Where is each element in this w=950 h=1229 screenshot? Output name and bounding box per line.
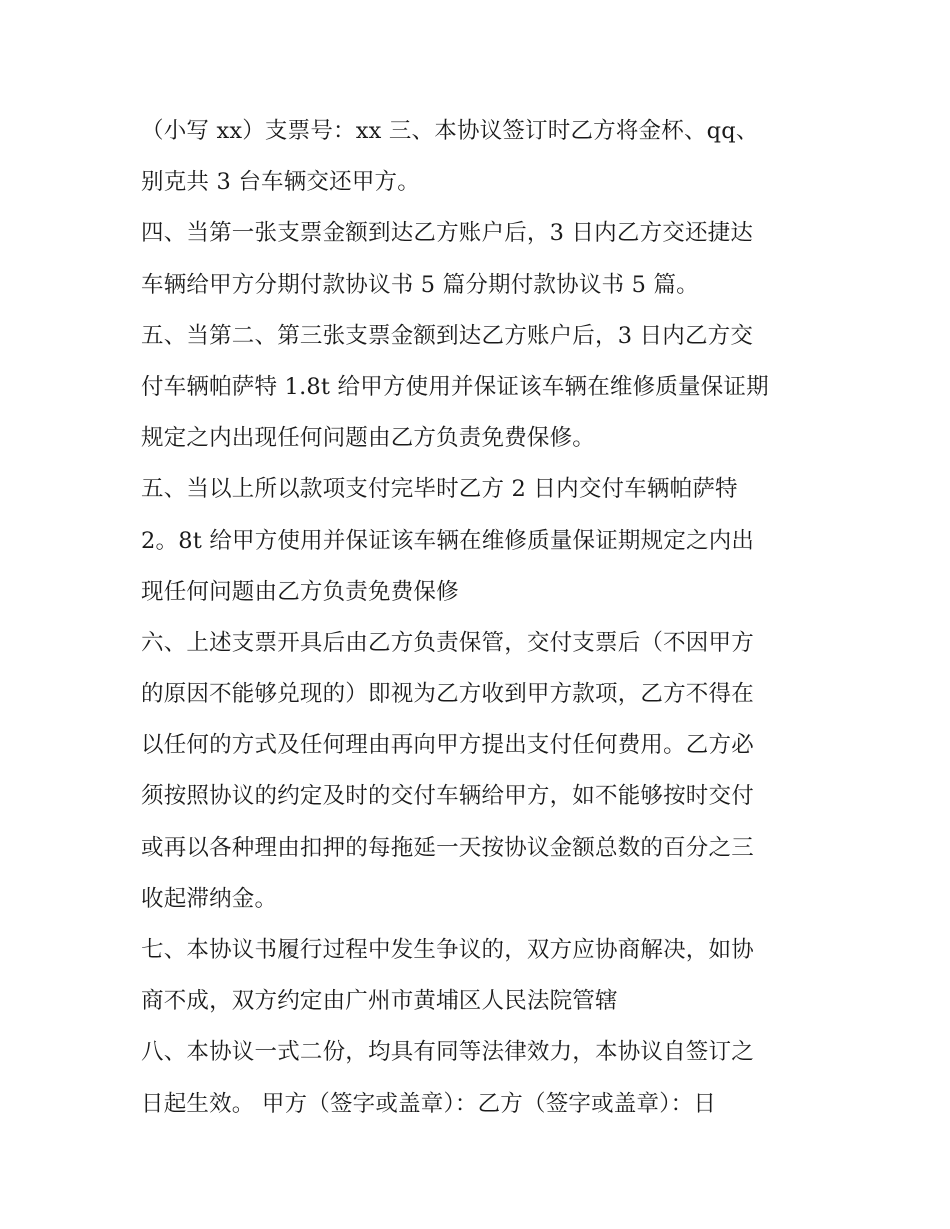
text-line: 五、当以上所以款项支付完毕时乙方 2 日内交付车辆帕萨特 [141,476,738,503]
text-line: 七、本协议书履行过程中发生争议的，双方应协商解决，如协 [141,937,754,963]
text-line: 别克共 3 台车辆交还甲方。 [141,169,420,196]
text-line: 或再以各种理由扣押的每拖延一天按协议金额总数的百分之三 [141,834,754,861]
document-body [141,106,821,1130]
text-line: 收起滞纳金。 [141,885,278,912]
text-line: 规定之内出现任何问题由乙方负责免费保修。 [141,425,596,452]
text-line: 日起生效。 甲方（签字或盖章）：乙方（签字或盖章）：日 [141,1090,717,1117]
text-line: 四、当第一张支票金额到达乙方账户后，3 日内乙方交还捷达 [141,220,754,247]
text-line: 车辆给甲方分期付款协议书 5 篇分期付款协议书 5 篇。 [141,271,699,298]
text-line: 付车辆帕萨特 1.8t 给甲方使用并保证该车辆在维修质量保证期 [141,373,769,400]
text-line: 以任何的方式及任何理由再向甲方提出支付任何费用。乙方必 [141,732,754,759]
text-line: 商不成，双方约定由广州市黄埔区人民法院管辖 [141,988,618,1015]
text-line: 八、本协议一式二份，均具有同等法律效力，本协议自签订之 [141,1039,754,1066]
text-line: 须按照协议的约定及时的交付车辆给甲方，如不能够按时交付 [141,783,754,810]
text-line: 的原因不能够兑现的）即视为乙方收到甲方款项，乙方不得在 [141,681,754,708]
text-line: 五、当第二、第三张支票金额到达乙方账户后，3 日内乙方交 [141,322,754,349]
text-line: 2。8t 给甲方使用并保证该车辆在维修质量保证期规定之内出 [141,527,755,554]
text-line: （小写 xx）支票号：xx 三、本协议签订时乙方将金杯、qq、 [141,118,759,144]
text-line: 六、上述支票开具后由乙方负责保管，交付支票后（不因甲方 [141,629,754,656]
text-line: 现任何问题由乙方负责免费保修 [141,578,459,605]
